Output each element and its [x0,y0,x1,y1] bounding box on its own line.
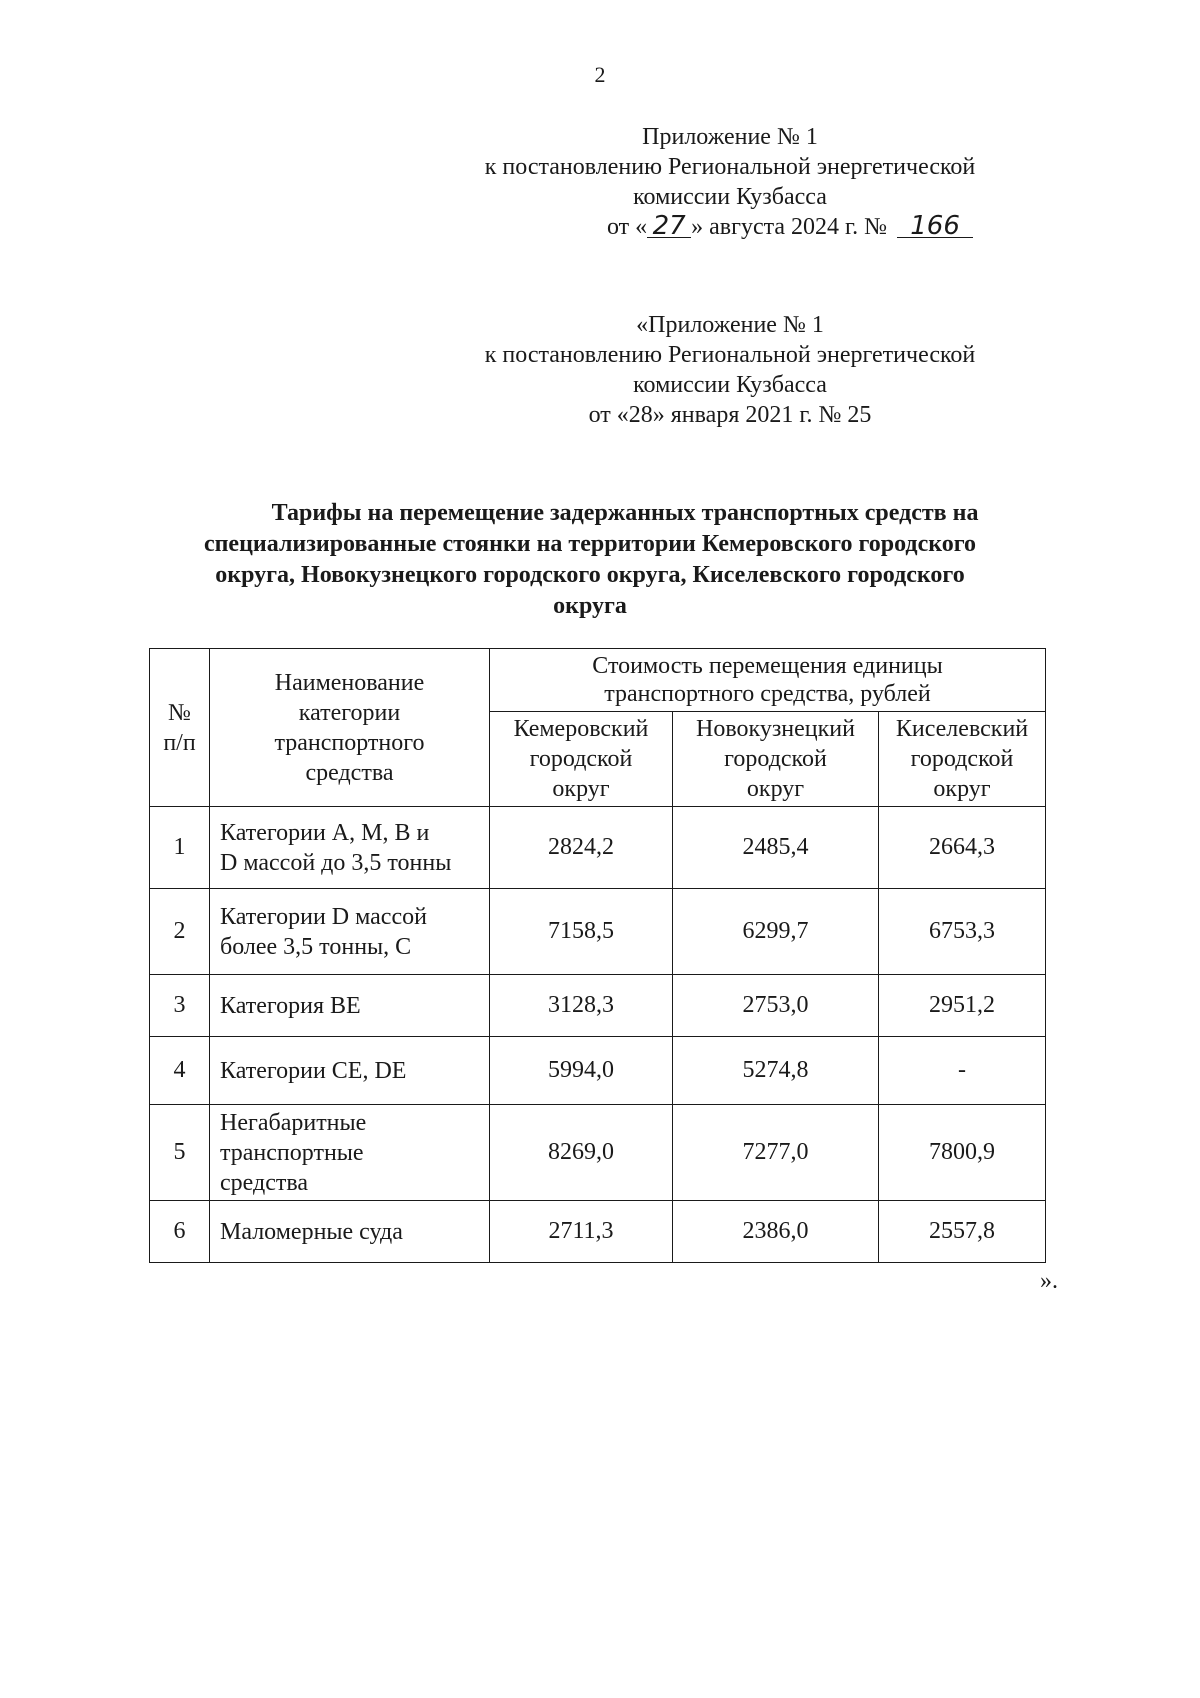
date-prefix: от « [606,214,648,240]
header-number: № п/п [150,649,210,807]
appendix-commission-line: комиссии Кузбасса [633,184,827,210]
table-row [150,975,1046,1037]
row-category: Категории D массой более 3,5 тонны, C [210,889,490,975]
header-kemerovo: Кемеровский городской округ [490,712,673,807]
appendix-resolution-line: к постановлению Региональной энергетической [484,154,976,180]
row-category: Категория BE [210,975,490,1037]
header-novokuznetsk: Новокузнецкий городской округ [673,712,879,807]
title-line: специализированные стоянки на территории Кемеровского городского [203,531,977,557]
title-line: округа, Новокузнецкого городского округа, Киселевского городского [215,562,965,588]
header-kiselevsk: Киселевский городской округ [879,712,1046,807]
appendix-header-new [430,122,1030,242]
value-kemerovo: 8269,0 [490,1105,673,1201]
value-kemerovo: 5994,0 [490,1037,673,1105]
table-header-row [150,649,1046,712]
value-kemerovo: 2824,2 [490,807,673,889]
tariff-table [149,648,1046,1263]
value-novokuznetsk: 6299,7 [673,889,879,975]
row-number: 1 [150,807,210,889]
value-kiselevsk: 2557,8 [879,1201,1046,1263]
row-number: 4 [150,1037,210,1105]
title-line: Тарифы на перемещение задержанных транспортных средств на [271,500,979,526]
value-kiselevsk: 2664,3 [879,807,1046,889]
old-appendix-resolution-line: к постановлению Региональной энергетической [484,342,976,368]
closing-quote-mark: ». [1040,1268,1058,1294]
appendix-title: Приложение № 1 [642,124,818,150]
value-kiselevsk: 7800,9 [879,1105,1046,1201]
table-row [150,1037,1046,1105]
old-appendix-commission-line: комиссии Кузбасса [633,372,827,398]
old-appendix-title: «Приложение № 1 [636,312,824,338]
value-kiselevsk: 2951,2 [879,975,1046,1037]
date-middle: » августа 2024 г. № [691,214,888,240]
header-category-name: Наименование категории транспортного средства [210,649,490,807]
table-row [150,889,1046,975]
value-kemerovo: 7158,5 [490,889,673,975]
page-number: 2 [594,62,606,87]
value-kemerovo: 2711,3 [490,1201,673,1263]
value-novokuznetsk: 7277,0 [673,1105,879,1201]
appendix-date-line [430,212,1030,242]
document-title [150,498,1030,622]
table-row [150,1201,1046,1263]
table-row [150,1105,1046,1201]
appendix-header-old [430,310,1030,430]
row-category: Негабаритные транспортные средства [210,1105,490,1201]
header-cost: Стоимость перемещения единицы транспортного средства, рублей [490,649,1046,712]
row-number: 6 [150,1201,210,1263]
value-kemerovo: 3128,3 [490,975,673,1037]
title-line: округа [553,593,627,619]
row-number: 3 [150,975,210,1037]
handwritten-number: 166 [897,215,973,238]
row-category: Маломерные суда [210,1201,490,1263]
value-novokuznetsk: 2753,0 [673,975,879,1037]
value-novokuznetsk: 2485,4 [673,807,879,889]
row-number: 2 [150,889,210,975]
value-novokuznetsk: 5274,8 [673,1037,879,1105]
value-novokuznetsk: 2386,0 [673,1201,879,1263]
old-appendix-date-line: от «28» января 2021 г. № 25 [588,402,872,428]
table-row [150,807,1046,889]
value-kiselevsk: - [879,1037,1046,1105]
row-category: Категории A, M, B и D массой до 3,5 тонны [210,807,490,889]
row-number: 5 [150,1105,210,1201]
row-category: Категории CE, DE [210,1037,490,1105]
value-kiselevsk: 6753,3 [879,889,1046,975]
handwritten-day: 27 [647,215,691,238]
